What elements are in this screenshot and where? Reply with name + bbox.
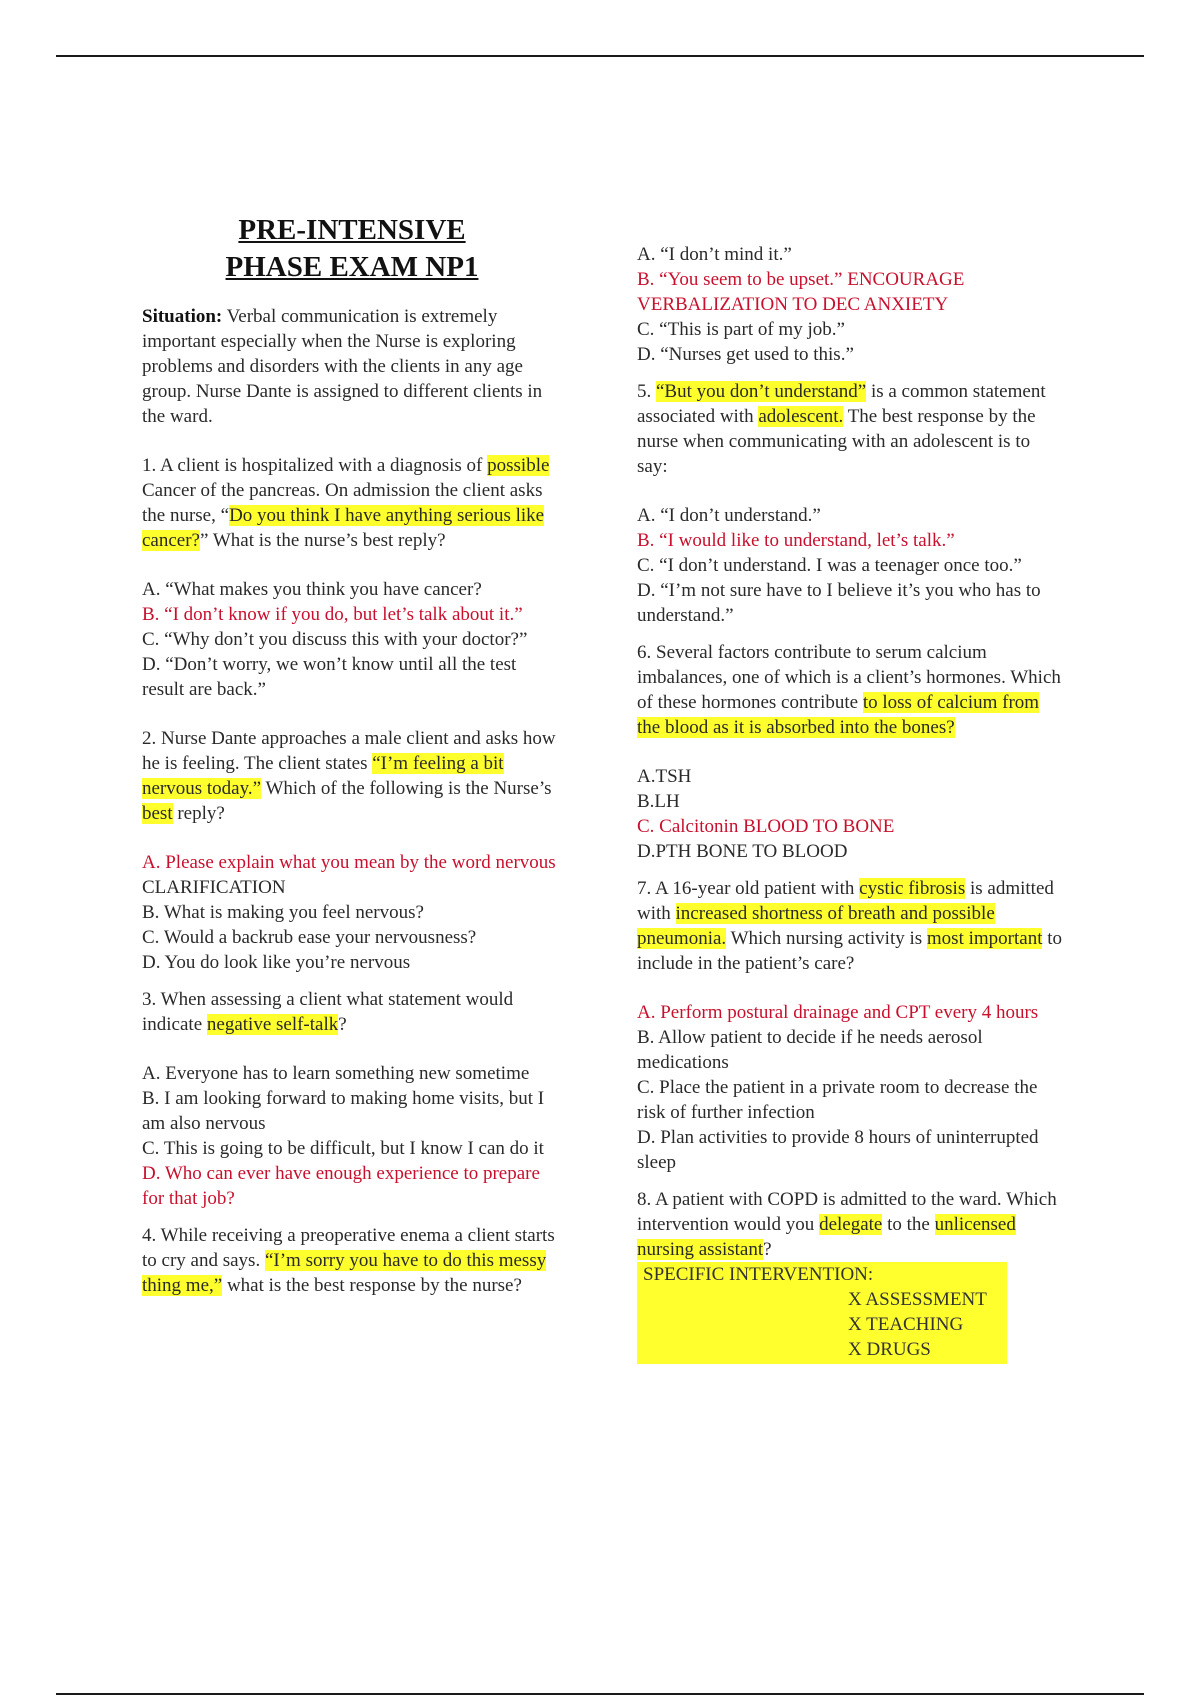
highlight: most important: [926, 928, 1043, 949]
question-8-stem: 8. A patient with COPD is admitted to the ward. Which intervention would you delegate to the unlicensed nursing assistant?: [637, 1189, 1057, 1260]
question-7-stem: 7. A 16-year old patient with cystic fibrosis is admitted with increased shortness of breath and possible pneumonia. Which nursing activity is most important to include in the patient’s care?: [637, 878, 1063, 974]
q5-option-c: C. “I don’t understand. I was a teenager once too.”: [637, 555, 1022, 576]
q7-option-a-answer: A. Perform postural drainage and CPT every 4 hours: [637, 1002, 1039, 1023]
highlight: possible: [487, 455, 550, 476]
q7-option-d: D. Plan activities to provide 8 hours of uninterrupted sleep: [637, 1127, 1039, 1173]
top-rule: [56, 55, 1144, 57]
q3-option-b: B. I am looking forward to making home visits, but I am also nervous: [142, 1088, 545, 1134]
q1-option-d: D. “Don’t worry, we won’t know until all the test result are back.”: [142, 654, 517, 700]
q7-option-b: B. Allow patient to decide if he needs aerosol medications: [637, 1027, 983, 1073]
intervention-x-assessment: X ASSESSMENT: [848, 1289, 987, 1310]
q4-option-c: C. “This is part of my job.”: [637, 319, 845, 340]
question-4-stem: 4. While receiving a preoperative enema a client starts to cry and says. “I’m sorry you have to do this messy thing me,” what is the best response by the nurse?: [142, 1225, 555, 1296]
right-column: [637, 242, 1062, 1364]
question-6-stem: 6. Several factors contribute to serum calcium imbalances, one of which is a client’s hormones. Which of these hormones contribute to loss of calcium from the blood as it is absorbed into the bones?: [637, 642, 1061, 738]
situation-paragraph: [142, 304, 562, 429]
q6-option-c-answer: C. Calcitonin BLOOD TO BONE: [637, 816, 895, 837]
question-5-stem: 5. “But you don’t understand” is a common statement associated with adolescent. The best response by the nurse when communicating with an adolescent is to say:: [637, 381, 1046, 477]
highlight: best: [142, 803, 173, 824]
q6-option-b: B.LH: [637, 791, 680, 812]
q6-option-a: A.TSH: [637, 766, 692, 787]
intervention-note-title: SPECIFIC INTERVENTION:: [643, 1264, 874, 1285]
page-title: [142, 212, 562, 286]
highlight: increased shortness of breath and possible pneumonia.: [637, 903, 995, 949]
q2-option-b: B. What is making you feel nervous?: [142, 902, 424, 923]
highlight: to loss of calcium from the blood as it is absorbed into the bones?: [637, 692, 1040, 738]
q7-option-c: C. Place the patient in a private room to decrease the risk of further infection: [637, 1077, 1038, 1123]
intervention-note: [637, 1262, 1007, 1364]
q4-option-d: D. “Nurses get used to this.”: [637, 344, 854, 365]
left-column: [142, 212, 562, 1298]
q2-option-d: D. You do look like you’re nervous: [142, 952, 411, 973]
title-line-1: PRE-INTENSIVE: [238, 214, 466, 246]
situation-label: Situation:: [142, 306, 223, 327]
intervention-x-drugs: X DRUGS: [848, 1339, 931, 1360]
q5-option-d: D. “I’m not sure have to I believe it’s you who has to understand.”: [637, 580, 1041, 626]
highlight: unlicensed nursing assistant: [637, 1214, 1016, 1260]
q3-option-a: A. Everyone has to learn something new sometime: [142, 1063, 530, 1084]
question-3-stem: 3. When assessing a client what statement would indicate negative self-talk?: [142, 989, 514, 1035]
highlight: negative self-talk: [206, 1014, 339, 1035]
title-line-2: PHASE EXAM NP1: [225, 251, 479, 283]
highlight: Do you think I have anything serious like cancer?: [142, 505, 545, 551]
question-2-stem: 2. Nurse Dante approaches a male client and asks how he is feeling. The client states “I’m feeling a bit nervous today.” Which of the following is the Nurse’s best reply?: [142, 728, 556, 824]
q6-option-d: D.PTH BONE TO BLOOD: [637, 841, 848, 862]
q1-option-b-answer: B. “I don’t know if you do, but let’s talk about it.”: [142, 604, 523, 625]
q1-option-a: A. “What makes you think you have cancer?: [142, 579, 482, 600]
highlight: delegate: [819, 1214, 883, 1235]
q5-option-a: A. “I don’t understand.”: [637, 505, 821, 526]
highlight: “I’m feeling a bit nervous today.”: [142, 753, 504, 799]
q5-option-b-answer: B. “I would like to understand, let’s talk.”: [637, 530, 955, 551]
q2-option-c: C. Would a backrub ease your nervousness?: [142, 927, 477, 948]
q3-option-d-answer: D. Who can ever have enough experience to prepare for that job?: [142, 1163, 540, 1209]
q2-option-a-answer: A. Please explain what you mean by the word nervous CLARIFICATION: [142, 852, 556, 898]
highlight: adolescent.: [758, 406, 844, 427]
q1-option-c: C. “Why don’t you discuss this with your doctor?”: [142, 629, 528, 650]
q4-option-b-answer: B. “You seem to be upset.” ENCOURAGE VERBALIZATION TO DEC ANXIETY: [637, 269, 965, 315]
intervention-x-teaching: X TEACHING: [848, 1314, 964, 1335]
situation-text: Verbal communication is extremely important especially when the Nurse is exploring problems and disorders with the clients in any age group. Nurse Dante is assigned to different clients in the ward.: [142, 306, 543, 427]
q3-option-c: C. This is going to be difficult, but I know I can do it: [142, 1138, 544, 1159]
highlight: “I’m sorry you have to do this messy thing me,”: [142, 1250, 547, 1296]
highlight: “But you don’t understand”: [656, 381, 867, 402]
bottom-rule: [56, 1693, 1144, 1695]
q4-option-a: A. “I don’t mind it.”: [637, 244, 792, 265]
question-1-stem: 1. A client is hospitalized with a diagnosis of possible Cancer of the pancreas. On admission the client asks the nurse, “Do you think I have anything serious like cancer?” What is the nurse’s best reply?: [142, 455, 550, 551]
highlight: cystic fibrosis: [859, 878, 966, 899]
